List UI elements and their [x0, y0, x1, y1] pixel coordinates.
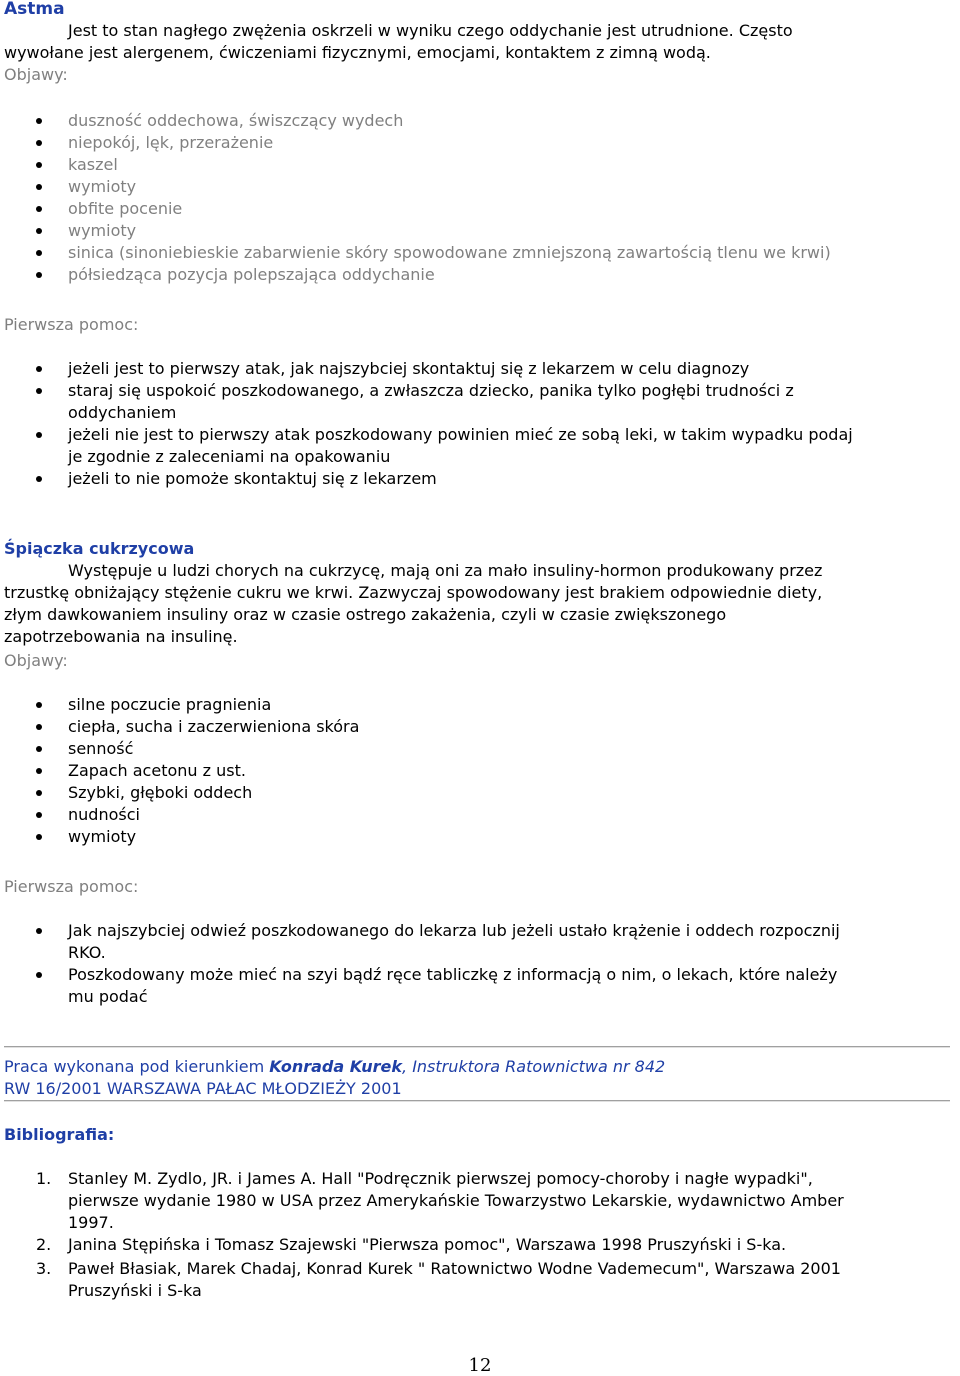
list-item-line: Pruszyński i S-ka — [68, 1281, 202, 1300]
list-item-line: jeżeli nie jest to pierwszy atak poszkodowany powinien mieć ze sobą leki, w takim wypadku podaj — [68, 425, 853, 444]
coma-desc-line2-text: trzustkę obniżający stężenie cukru we krwi. Zazwyczaj spowodowany jest brakiem odpowiednie diety, — [4, 583, 823, 602]
list-item-line: Janina Stępińska i Tomasz Szajewski "Pierwsza pomoc", Warszawa 1998 Pruszyński i S-ka. — [68, 1235, 787, 1254]
credit-line2: RW 16/2001 WARSZAWA PAŁAC MŁODZIEŻY 2001 — [4, 1079, 402, 1098]
list-item: jeżeli jest to pierwszy atak, jak najszybciej skontaktuj się z lekarzem w celu diagnozy — [0, 358, 960, 380]
list-item — [0, 424, 960, 468]
asthma-symptoms-label: Objawy: — [4, 65, 68, 84]
list-item: nudności — [0, 804, 960, 826]
page-number: 12 — [468, 1355, 492, 1376]
list-item-line: Stanley M. Zydlo, JR. i James A. Hall "Podręcznik pierwszej pomocy-choroby i nagłe wypadki", — [68, 1169, 813, 1188]
list-item-line: je zgodnie z zaleceniami na opakowaniu — [68, 447, 391, 466]
asthma-first-aid-label: Pierwsza pomoc: — [4, 315, 139, 334]
list-item-number: 3. — [36, 1259, 52, 1278]
list-item: Szybki, głęboki oddech — [0, 782, 960, 804]
list-item: silne poczucie pragnienia — [0, 694, 960, 716]
asthma-title: Astma — [4, 0, 65, 19]
list-item: duszność oddechowa, świszczący wydech — [0, 110, 960, 132]
asthma-desc-line2: wywołane jest alergenem, ćwiczeniami fizycznymi, emocjami, kontaktem z zimną wodą. — [4, 43, 711, 62]
credit-prefix: Praca wykonana pod kierunkiem — [4, 1057, 265, 1076]
list-item-number: 2. — [36, 1235, 52, 1254]
coma-desc-line1: Występuje u ludzi chorych na cukrzycę, mają oni za mało insuliny-hormon produkowany przez — [68, 561, 823, 580]
coma-desc-line2 — [4, 582, 822, 604]
list-item-line: staraj się uspokoić poszkodowanego, a zwłaszcza dziecko, panika tylko pogłębi trudności z — [68, 381, 794, 400]
list-item — [0, 964, 960, 1008]
list-item-line: oddychaniem — [68, 403, 177, 422]
list-item — [0, 1168, 960, 1234]
coma-symptoms-list — [0, 694, 960, 848]
bibliography-title: Bibliografia: — [4, 1125, 115, 1144]
list-item-line: 1997. — [68, 1213, 114, 1232]
list-item: półsiedząca pozycja polepszająca oddychanie — [0, 264, 960, 286]
list-item-line: RKO. — [68, 943, 106, 962]
asthma-first-aid-list — [0, 358, 960, 490]
list-item: Zapach acetonu z ust. — [0, 760, 960, 782]
list-item: wymioty — [0, 220, 960, 242]
list-item: sinica (sinoniebieskie zabarwienie skóry spowodowane zmniejszoną zawartością tlenu we krwi) — [0, 242, 960, 264]
divider — [4, 1100, 950, 1102]
bibliography-list — [0, 1168, 960, 1302]
coma-first-aid-list — [0, 920, 960, 1008]
asthma-symptoms-list — [0, 110, 960, 286]
list-item-number: 1. — [36, 1169, 52, 1188]
divider — [4, 1046, 950, 1048]
coma-first-aid-label: Pierwsza pomoc: — [4, 877, 139, 896]
coma-desc-line3: złym dawkowaniem insuliny oraz w czasie ostrego zakażenia, czyli w czasie zwiększonego — [4, 605, 727, 624]
coma-title: Śpiączka cukrzycowa — [4, 539, 195, 558]
list-item: senność — [0, 738, 960, 760]
list-item: niepokój, lęk, przerażenie — [0, 132, 960, 154]
list-item — [0, 920, 960, 964]
list-item: wymioty — [0, 176, 960, 198]
asthma-desc-line1: Jest to stan nagłego zwężenia oskrzeli w wyniku czego oddychanie jest utrudnione. Często — [68, 21, 793, 40]
list-item-line: mu podać — [68, 987, 148, 1006]
credit-line1 — [4, 1056, 665, 1078]
list-item-line: Jak najszybciej odwieź poszkodowanego do lekarza lub jeżeli ustało krążenie i oddech rozpocznij — [68, 921, 840, 940]
list-item: ciepła, sucha i zaczerwieniona skóra — [0, 716, 960, 738]
list-item: kaszel — [0, 154, 960, 176]
credit-author: Konrada Kurek — [269, 1057, 403, 1076]
list-item — [0, 1234, 960, 1256]
list-item-line: pierwsze wydanie 1980 w USA przez Amerykańskie Towarzystwo Lekarskie, wydawnictwo Amber — [68, 1191, 844, 1210]
list-item: wymioty — [0, 826, 960, 848]
list-item-line: Poszkodowany może mieć na szyi bądź ręce tabliczkę z informacją o nim, o lekach, które należy — [68, 965, 838, 984]
coma-desc-line4: zapotrzebowania na insulinę. — [4, 627, 238, 646]
list-item: obfite pocenie — [0, 198, 960, 220]
list-item — [0, 380, 960, 424]
list-item — [0, 1258, 960, 1302]
list-item: jeżeli to nie pomoże skontaktuj się z lekarzem — [0, 468, 960, 490]
coma-symptoms-label: Objawy: — [4, 651, 68, 670]
list-item-line: Paweł Błasiak, Marek Chadaj, Konrad Kurek " Ratownictwo Wodne Vademecum", Warszawa 2001 — [68, 1259, 841, 1278]
credit-suffix: , Instruktora Ratownictwa nr 842 — [402, 1057, 666, 1076]
